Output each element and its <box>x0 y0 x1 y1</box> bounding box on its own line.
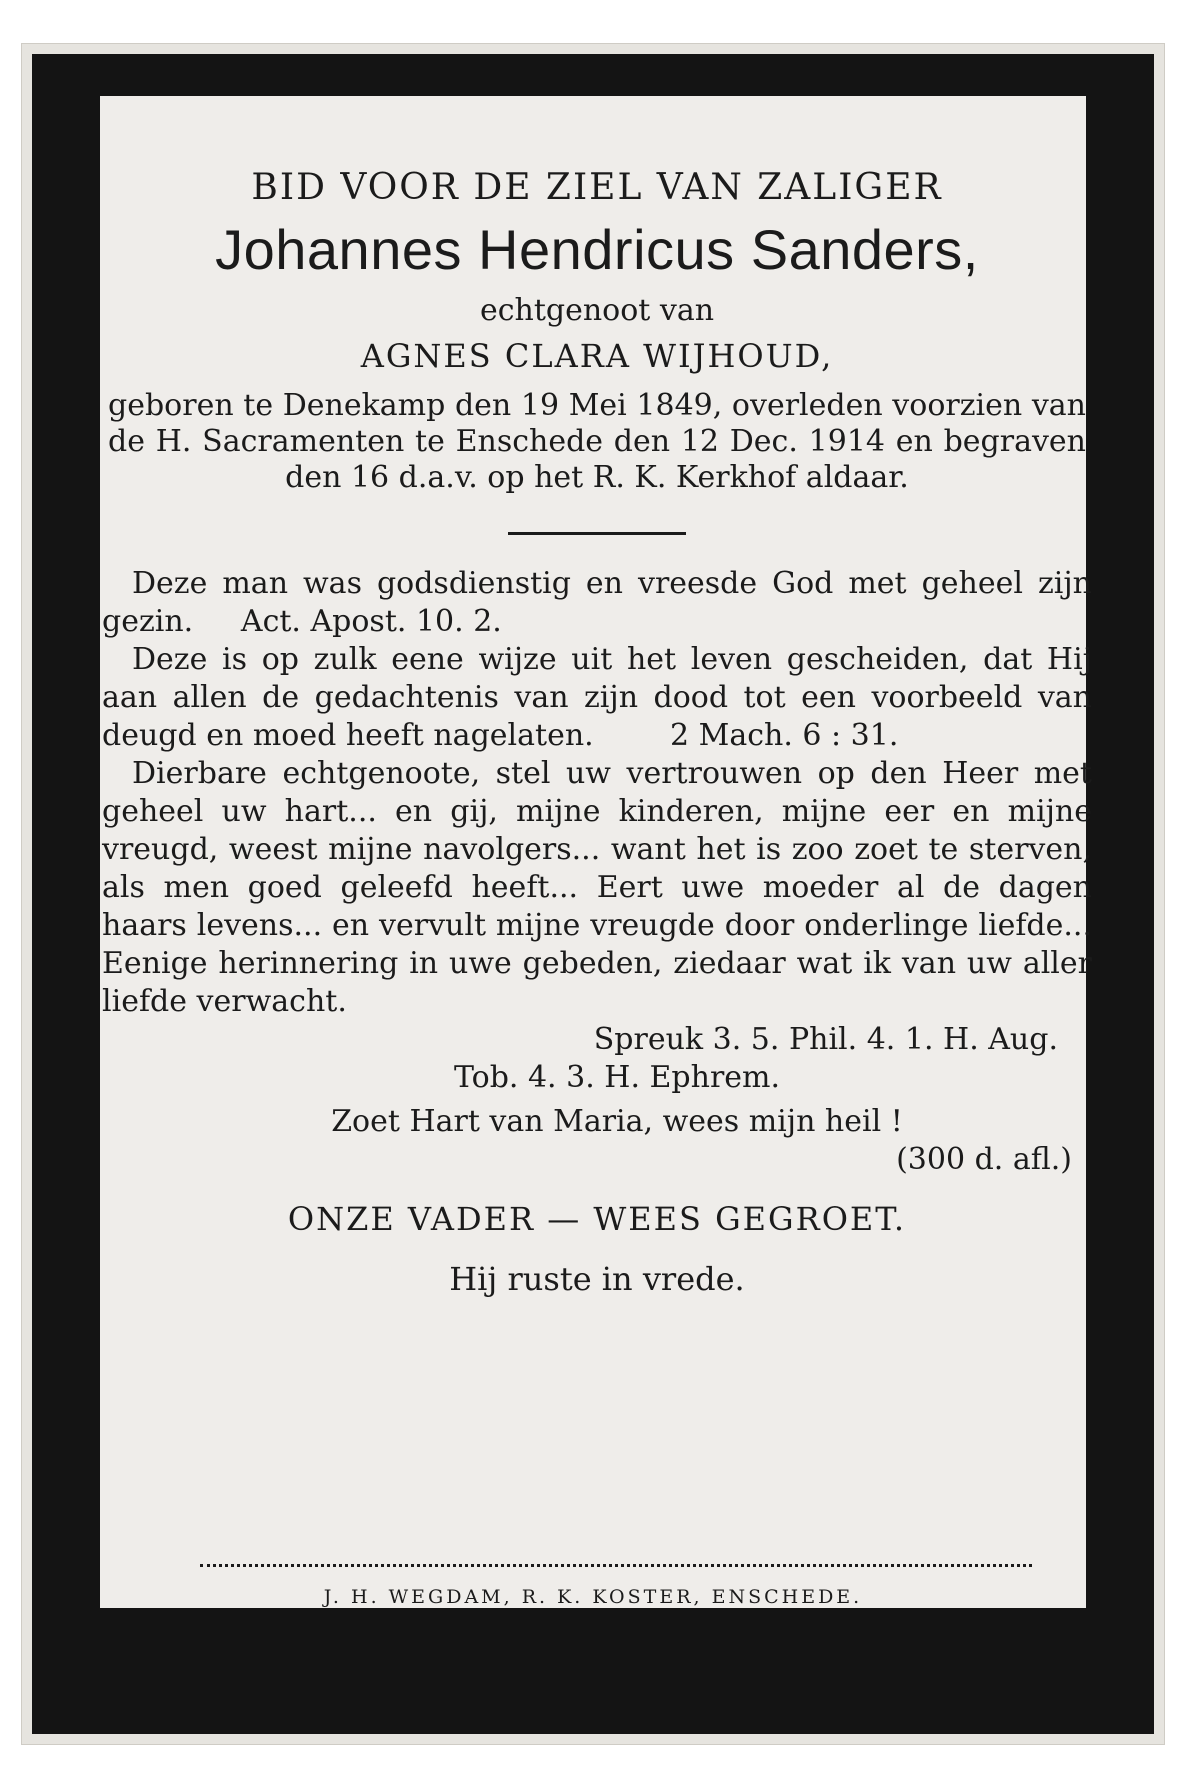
our-father-line: ONZE VADER — WEES GEGROET. <box>287 1200 907 1238</box>
verse-1-text: Deze man was godsdienstig en vreesde God met geheel zijn gezin. <box>102 566 1092 639</box>
biography-text: geboren te Denekamp den 19 Mei 1849, overleden voorzien van de H. Sacramenten te Enschede den 12 Dec. 1914 en begraven den 16 d.a.v. op het R. K. Kerkhof aldaar. <box>108 388 1086 495</box>
verse-2 <box>102 641 1092 755</box>
indulgence-note: (300 d. afl.) <box>896 1142 1072 1177</box>
spouse-name: AGNES CLARA WIJHOUD, <box>360 337 834 375</box>
prayer-line: Zoet Hart van Maria, wees mijn heil ! <box>331 1104 903 1139</box>
relation-text: echtgenoot van <box>479 293 715 328</box>
verse-3-reference-line1: Spreuk 3. 5. Phil. 4. 1. H. Aug. <box>593 1022 1058 1057</box>
rest-in-peace-line: Hij ruste in vrede. <box>449 1260 745 1298</box>
verses-block <box>102 565 1092 1021</box>
memorial-card <box>22 44 1164 1744</box>
card-content <box>102 164 1092 1301</box>
verse-2-reference: 2 Mach. 6 : 31. <box>669 718 899 753</box>
verse-2-text: Deze is op zulk eene wijze uit het leven gescheiden, dat Hij aan allen de gedachtenis van zijn dood tot een voorbeeld van deugd en moed heeft nagelaten. <box>102 642 1092 753</box>
printer-credit: J. H. WEGDAM, R. K. KOSTER, ENSCHEDE. <box>323 1586 863 1608</box>
verse-1 <box>102 565 1092 641</box>
card-heading: BID VOOR DE ZIEL VAN ZALIGER <box>251 167 943 208</box>
verse-1-reference: Act. Apost. 10. 2. <box>240 604 502 639</box>
dotted-separator <box>200 1564 1032 1567</box>
verse-3-reference-line2: Tob. 4. 3. H. Ephrem. <box>453 1060 781 1095</box>
verse-3: Dierbare echtgenoote, stel uw vertrouwen op den Heer met geheel uw hart... en gij, mijne kinderen, mijne eer en mijne vreugd, weest mijne navolgers... want het is zoo zoet te sterven, als men goed geleefd heeft... Eert uwe moeder al de dagen haars levens... en vervult mijne vreugde door onderlinge liefde... Eenige herinnering in uwe gebeden, ziedaar wat ik van uw aller liefde verwacht. <box>102 756 1092 1019</box>
divider-rule <box>508 532 686 535</box>
deceased-name: Johannes Hendricus Sanders, <box>215 218 979 281</box>
